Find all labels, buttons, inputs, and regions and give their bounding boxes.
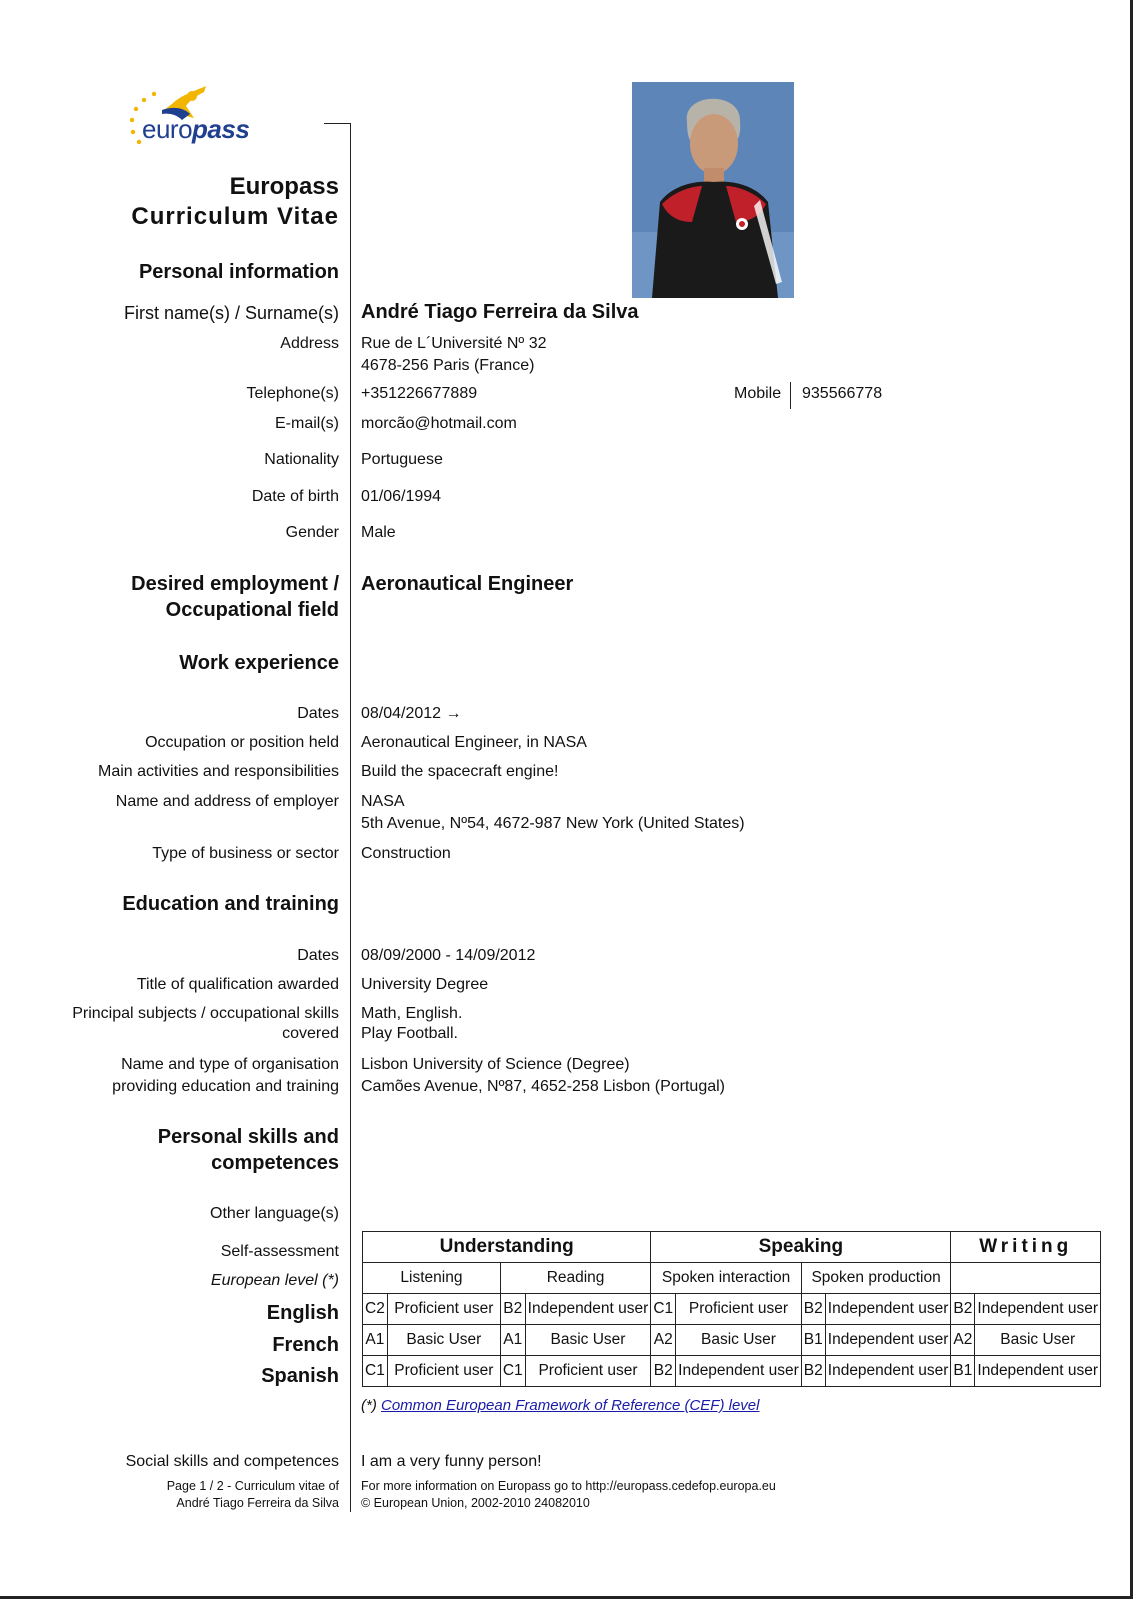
dob-value: 01/06/1994	[361, 488, 442, 505]
spoken-production-header: Spoken production	[801, 1263, 951, 1294]
level-desc: Independent user	[525, 1294, 651, 1325]
occupation-label: Occupation or position held	[145, 734, 339, 751]
level-desc: Independent user	[825, 1294, 951, 1325]
skills-heading: Personal skills and competences	[157, 1126, 339, 1174]
level-code: C1	[651, 1294, 676, 1325]
level-desc: Basic User	[387, 1325, 500, 1356]
writing-subheader	[951, 1263, 1101, 1294]
level-desc: Proficient user	[387, 1356, 500, 1387]
level-code: A1	[363, 1325, 388, 1356]
level-code: B2	[651, 1356, 676, 1387]
dob-label: Date of birth	[251, 488, 339, 505]
nationality-label: Nationality	[264, 451, 339, 468]
divider-tick	[324, 123, 351, 124]
personal-info-heading: Personal information	[138, 261, 339, 283]
table-row	[363, 1356, 1101, 1387]
organisation-label: Name and type of organisation providing education and training	[112, 1056, 339, 1095]
social-skills-value: I am a very funny person!	[361, 1453, 542, 1470]
level-desc: Proficient user	[387, 1294, 500, 1325]
nationality-value: Portuguese	[361, 451, 443, 468]
level-desc: Independent user	[676, 1356, 802, 1387]
organisation-value: Lisbon University of Science (Degree) Camões Avenue, Nº87, 4652-258 Lisbon (Portugal)	[361, 1056, 725, 1095]
level-code: C1	[500, 1356, 525, 1387]
occupation-value: Aeronautical Engineer, in NASA	[361, 734, 587, 751]
level-desc: Independent user	[825, 1325, 951, 1356]
level-desc: Proficient user	[676, 1294, 802, 1325]
qualification-value: University Degree	[361, 976, 489, 993]
employer-line-1: NASA	[361, 793, 405, 810]
table-row	[363, 1294, 1101, 1325]
level-code: A2	[951, 1325, 975, 1356]
european-level-label: European level (*)	[210, 1272, 339, 1289]
gender-label: Gender	[285, 524, 339, 541]
address-line-1: Rue de L´Université Nº 32	[361, 335, 547, 352]
level-code: C2	[363, 1294, 388, 1325]
work-dates-value: 08/04/2012 →	[361, 705, 462, 722]
speaking-header: Speaking	[651, 1232, 951, 1263]
language-name-english: English	[266, 1302, 339, 1324]
full-name: André Tiago Ferreira da Silva	[361, 301, 639, 323]
cv-title: Europass Curriculum Vitae	[131, 173, 339, 230]
level-desc: Basic User	[525, 1325, 651, 1356]
level-desc: Basic User	[975, 1325, 1101, 1356]
cef-link[interactable]: Common European Framework of Reference (CEF) level	[381, 1397, 760, 1414]
employer-label: Name and address of employer	[115, 793, 339, 810]
telephone-value: +351226677889	[361, 385, 478, 402]
writing-header: Writing	[951, 1232, 1101, 1263]
employer-line-2: 5th Avenue, Nº54, 4672-987 New York (United States)	[361, 815, 745, 832]
qualification-label: Title of qualification awarded	[136, 976, 339, 993]
spoken-interaction-header: Spoken interaction	[651, 1263, 801, 1294]
level-desc: Independent user	[975, 1356, 1101, 1387]
other-languages-label: Other language(s)	[210, 1205, 339, 1222]
level-desc: Basic User	[676, 1325, 802, 1356]
language-name-spanish: Spanish	[261, 1365, 339, 1387]
address-line-2: 4678-256 Paris (France)	[361, 357, 535, 374]
mobile-divider	[790, 382, 791, 409]
activities-value: Build the spacecraft engine!	[361, 763, 559, 780]
level-code: A1	[500, 1325, 525, 1356]
logo-wordmark: europass	[142, 114, 250, 144]
understanding-header: Understanding	[363, 1232, 651, 1263]
language-name-french: French	[272, 1334, 339, 1356]
sector-value: Construction	[361, 845, 451, 862]
level-code: B2	[500, 1294, 525, 1325]
language-table	[362, 1231, 1101, 1387]
profile-photo	[632, 82, 794, 298]
level-code: B2	[801, 1294, 825, 1325]
edu-dates-value: 08/09/2000 - 14/09/2012	[361, 947, 536, 964]
desired-employment-label: Desired employment / Occupational field	[131, 573, 339, 621]
level-code: A2	[651, 1325, 676, 1356]
level-code: C1	[363, 1356, 388, 1387]
subjects-label: Principal subjects / occupational skills covered	[72, 1005, 339, 1042]
gender-value: Male	[361, 524, 396, 541]
footer-europass-info: For more information on Europass go to http://europass.cedefop.europa.eu © European Union, 2002-2010 24082010	[361, 1479, 776, 1510]
europass-logo	[124, 80, 274, 152]
sector-label: Type of business or sector	[152, 845, 339, 862]
column-divider	[350, 124, 351, 1512]
work-experience-heading: Work experience	[179, 652, 339, 674]
self-assessment-label: Self-assessment	[220, 1243, 339, 1260]
email-label: E-mail(s)	[275, 415, 339, 432]
level-desc: Independent user	[975, 1294, 1101, 1325]
subjects-value: Math, English. Play Football.	[361, 1005, 463, 1042]
address-label: Address	[280, 335, 339, 352]
mobile-value: 935566778	[802, 385, 883, 402]
footer-page-info: Page 1 / 2 - Curriculum vitae of André Tiago Ferreira da Silva	[166, 1479, 339, 1510]
listening-header: Listening	[363, 1263, 501, 1294]
cef-note: (*) Common European Framework of Reference (CEF) level	[361, 1397, 760, 1414]
social-skills-label: Social skills and competences	[125, 1453, 339, 1470]
level-desc: Proficient user	[525, 1356, 651, 1387]
education-heading: Education and training	[122, 893, 339, 915]
table-row	[363, 1325, 1101, 1356]
telephone-label: Telephone(s)	[246, 385, 339, 402]
level-code: B1	[951, 1356, 975, 1387]
level-code: B1	[801, 1325, 825, 1356]
email-value: morcão@hotmail.com	[361, 415, 517, 432]
reading-header: Reading	[500, 1263, 650, 1294]
desired-employment-value: Aeronautical Engineer	[361, 573, 574, 595]
work-dates-label: Dates	[297, 705, 339, 722]
level-code: B2	[951, 1294, 975, 1325]
level-desc: Independent user	[825, 1356, 951, 1387]
edu-dates-label: Dates	[297, 947, 339, 964]
activities-label: Main activities and responsibilities	[98, 763, 339, 780]
mobile-label: Mobile	[734, 385, 782, 402]
level-code: B2	[801, 1356, 825, 1387]
name-label: First name(s) / Surname(s)	[123, 303, 339, 323]
